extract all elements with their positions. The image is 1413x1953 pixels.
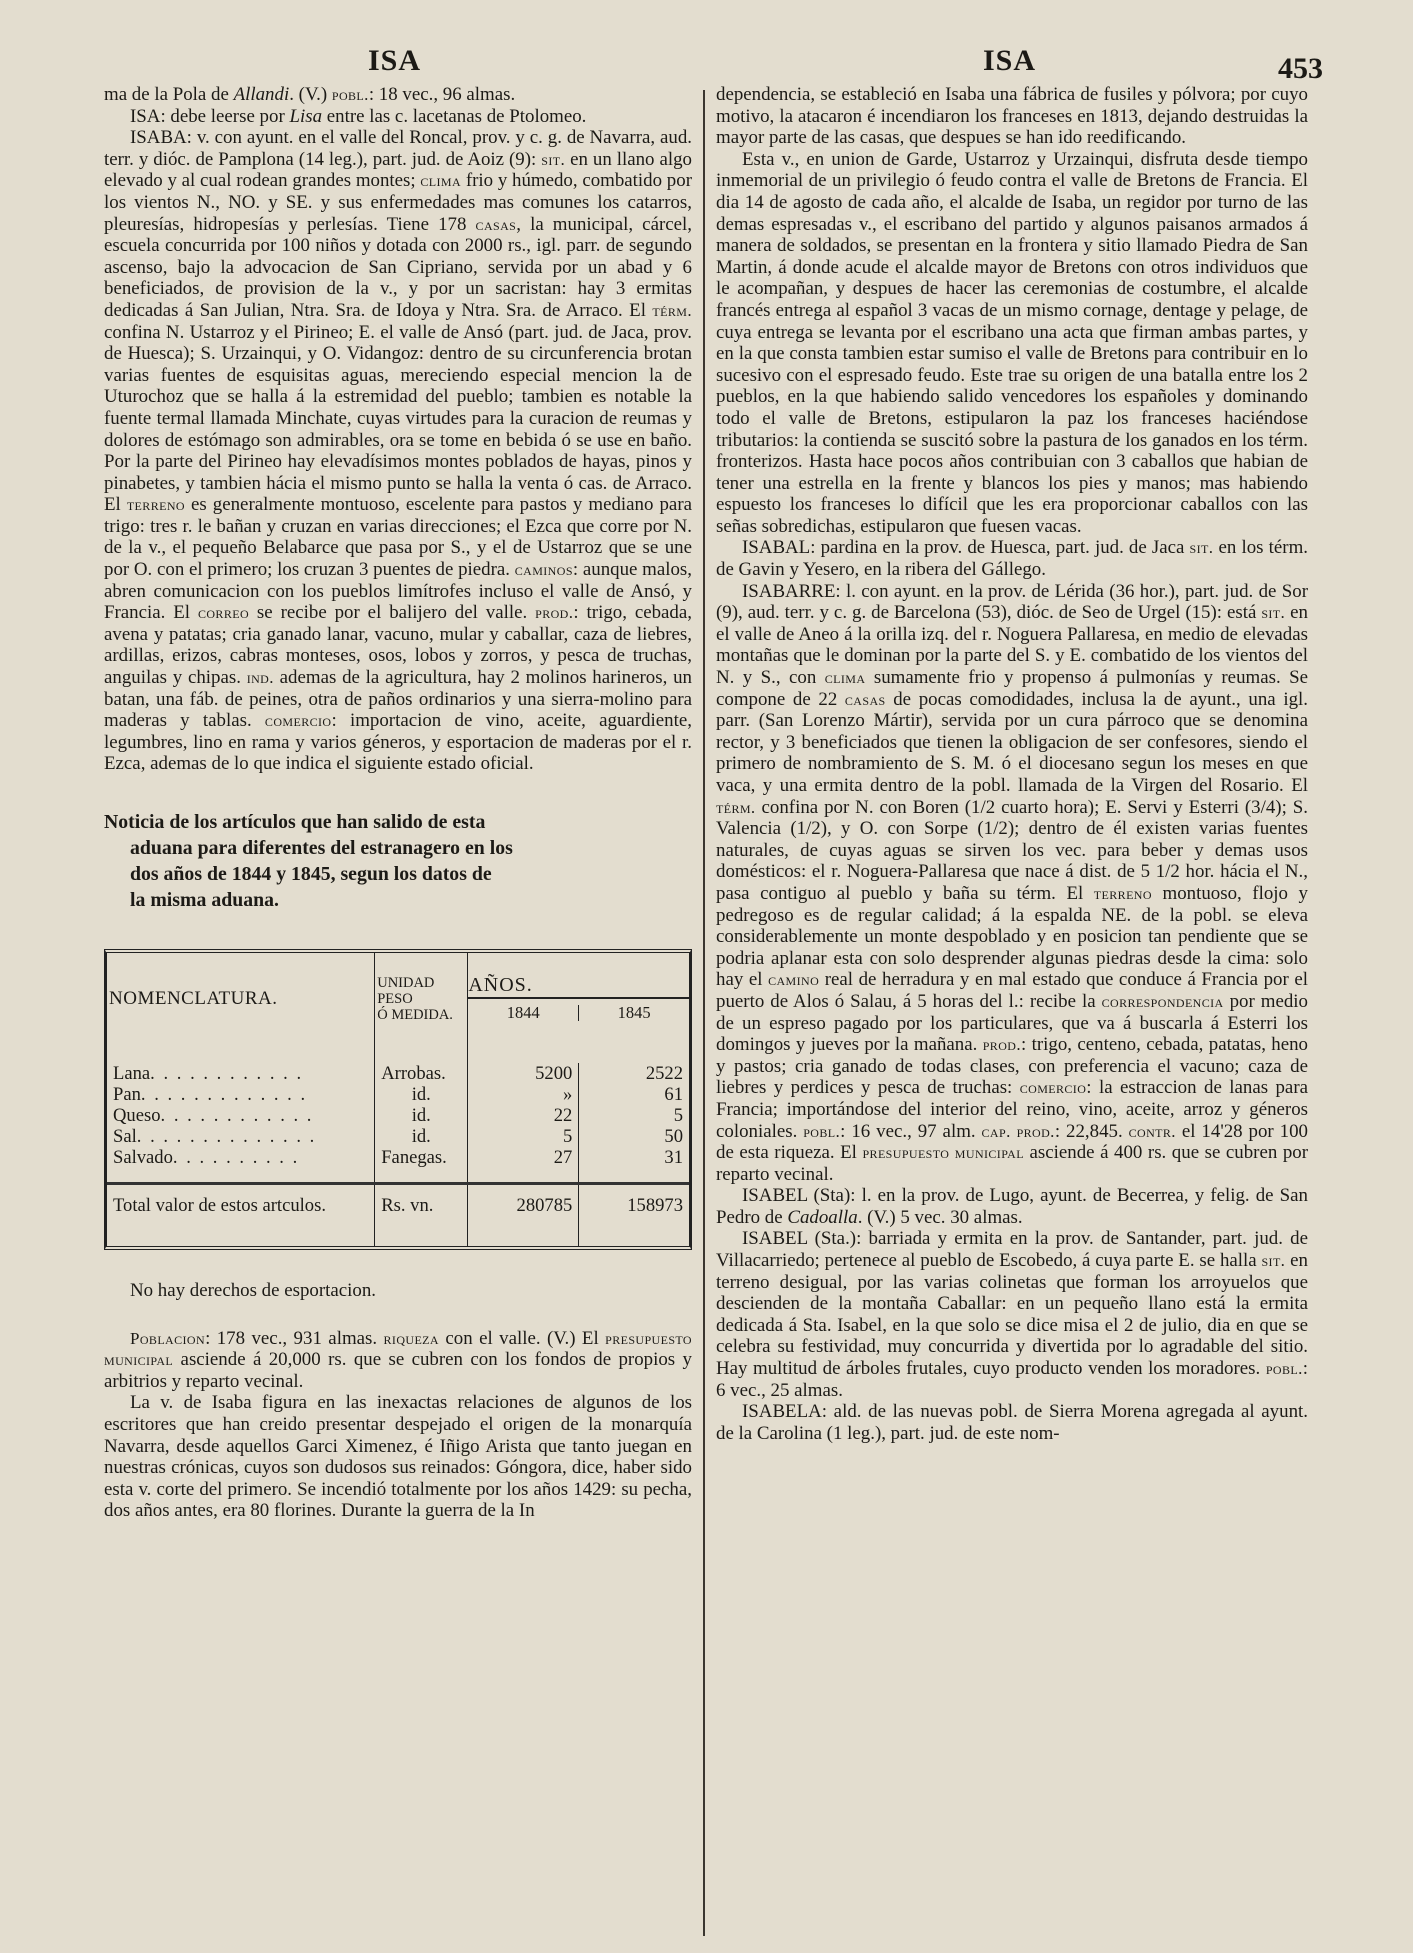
entry-isabel-santander: ISABEL (Sta.): barriada y ermita en la prov. de Santander, part. jud. de Villacarriedo; pertenece al pueblo de Escobedo, á cuya parte E. se halla sit. en terreno desigual, por las varias colinetas que forman los arroyuelos que descienden de la montaña Caballar: en un pequeño llano está la ermita dedicada á Sta. Isabel, en la que solo se dice misa el 2 de julio, dia en que se celebra su festividad, muy concurrida y divertida por lo agradable del sitio. Hay multitud de árboles frutales, cuyo producto venden los moradores. pobl.: 6 vec., 25 almas. bbox=[716, 1228, 1308, 1401]
entry-isaba: ISABA: v. con ayunt. en el valle del Roncal, prov. y c. g. de Navarra, aud. terr. y dióc. de Pamplona (14 leg.), part. jud. de Aoiz (9): sit. en un llano algo elevado y al cual rodean grandes montes; clima frio y húmedo, combatido por los vientos N., NO. y SE. y sus enfermedades mas comunes los catarros, pleuresías, hidropesías y perlesías. Tiene 178 casas, la municipal, cárcel, escuela concurrida por 100 niños y dotada con 2000 rs., igl. parr. de segundo ascenso, bajo la advocacion de San Cipriano, servida por un abad y 6 beneficiados, de provision de la v., y por un sacristan: hay 3 ermitas dedicadas á San Julian, Ntra. Sra. de Idoya y Ntra. Sra. de Arraco. El térm. confina N. Ustarroz y el Pirineo; E. el valle de Ansó (part. jud. de Jaca, prov. de Huesca); S. Urzainqui, y O. Vidangoz: dentro de su circunferencia brotan varias fuentes de esquisitas aguas, mereciendo especial mencion la de Uturochoz que se halla á la estremidad del pueblo; tambien es notable la fuente termal llamada Minchate, cuyas virtudes para la curacion de reumas y dolores de estómago son admirables, ora se tome en bebida ó se use en baño. Por la parte del Pirineo hay elevadísimos montes poblados de hayas, pinos y pinabetes, y tambien hácia el mismo punto se halla la venta ó cas. de Arraco. El terreno es generalmente montuoso, escelente para pastos y mediano para trigo: tres r. le bañan y cruzan en varias direcciones; el Ezca que corre por N. de la v., el pequeño Belabarce que pasa por S., y el de Ustarroz que se une por O. con el primero; los cruzan 3 puentes de piedra. caminos: aunque malos, abren comunicacion con los pueblos limítrofes incluso el valle de Ansó, y Francia. El correo se recibe por el balijero del valle. prod.: trigo, cebada, avena y patatas; cria ganado lanar, vacuno, mular y caballar, caza de liebres, ardillas, erizos, cabras monteses, osos, lobos y zorros, y pesca de truchas, anguilas y chipas. ind. ademas de la agricultura, hay 2 molinos harineros, un batan, una fáb. de peines, otra de paños ordinarios y una sierra-molino para maderas y tablas. comercio: importacion de vino, aceite, aguardiente, legumbres, lino en rama y varios géneros, y esportacion de maderas por el r. Ezca, ademas de lo que indica el siguiente estado oficial. bbox=[104, 127, 692, 775]
table-title: Noticia de los artículos que han salido de esta aduana para diferentes del estranagero en los dos años de 1844 y 1845, segun los datos de la misma aduana. bbox=[104, 811, 513, 911]
table-total-row: Total valor de estos artculos. Rs. vn. 280785 158973 bbox=[107, 1184, 689, 1247]
table-row: Queso. . . . . . . . . . . . id. 22 5 bbox=[107, 1105, 689, 1126]
year-1844: 1844 bbox=[506, 1003, 540, 1022]
entry-allandi: ma de la Pola de Allandi. (V.) pobl.: 18 vec., 96 almas. bbox=[104, 84, 516, 105]
customs-table bbox=[104, 949, 692, 1250]
entry-isabel-lugo: ISABEL (Sta): l. en la prov. de Lugo, ayunt. de Becerrea, y felig. de San Pedro de Cadoalla. (V.) 5 vec. 30 almas. bbox=[716, 1185, 1308, 1228]
table-separator bbox=[107, 1168, 689, 1184]
entry-isabarre: ISABARRE: l. con ayunt. en la prov. de Lérida (36 hor.), part. jud. de Sor (9), aud. terr. y c. g. de Barcelona (53), dióc. de Seo de Urgel (15): está sit. en el valle de Aneo á la orilla izq. del r. Noguera Pallaresa, en medio de elevadas montañas que le dominan por la parte del S. y E. combatido de los vientos del N. y S., con clima sumamente frio y propenso á pulmonías y reumas. Se compone de 22 casas de pocas comodidades, inclusa la de ayunt., una igl. parr. (San Lorenzo Mártir), servida por un cura párroco que se denomina rector, y 3 beneficiados que tienen la obligacion de ser confesores, siendo el primero de nombramiento de S. M. ó el diocesano segun los meses en que vaca, y una ermita dentro de la pobl. llamada de la Virgen del Rosario. El térm. confina por N. con Boren (1/2 cuarto hora); E. Servi y Esterri (3/4); S. Valencia (1/2), y O. con Sorpe (1/2); dentro de él existen varias fuentes naturales, de cuyas aguas se sirven los vec. para beber y demas usos domésticos: el r. Noguera-Pallaresa que nace á dist. de 5 1/2 hor. hácia el N., pasa contiguo al pueblo y baña su térm. El terreno montuoso, flojo y pedregoso es de regular calidad; á la espalda NE. de la pobl. se eleva considerablemente un monte despoblado y en posicion tan pendiente que se podria aplanar esta con solo desprender algunas piedras desde la cima: solo hay el camino real de herradura y en mal estado que conduce á Francia por el puerto de Alos ó Salau, á 5 horas del l.: recibe la correspondencia por medio de un espreso pagado por los particulares, que va á buscarla á Esterri los domingos y jueves por la mañana. prod.: trigo, centeno, cebada, patatas, heno y pastos; cria ganado de todas clases, con preferencia el vacuno; caza de liebres y perdices y pesca de truchas: comercio: la estraccion de lanas para Francia; importándose del interior del reino, vino, aceite, arroz y géneros coloniales. pobl.: 16 vec., 97 alm. cap. prod.: 22,845. contr. el 14'28 por 100 de esta riqueza. El presupuesto municipal asciende á 400 rs. que se cubren por reparto vecinal. bbox=[716, 580, 1309, 1185]
table-row: Pan. . . . . . . . . . . . . id. » 61 bbox=[107, 1084, 689, 1105]
isaba-continuation: dependencia, se estableció en Isaba una fábrica de fusiles y pólvora; por cuyo motivo, la atacaron é incendiaron los franceses en 1813, dejando destruidas la mayor parte de las casas, que despues se han ido reedificando. bbox=[716, 84, 1308, 149]
no-export-duties: No hay derechos de esportacion. bbox=[130, 1280, 377, 1301]
right-running-head: ISA bbox=[983, 44, 1037, 77]
col-unidad: UNIDAD PESO Ó MEDIDA. bbox=[375, 953, 468, 1063]
col-nomenclatura: NOMENCLATURA. bbox=[107, 953, 375, 1063]
poblacion-paragraph: Poblacion: 178 vec., 931 almas. riqueza con el valle. (V.) El presupuesto municipal asciende á 20,000 rs. que se cubren con los fondos de propios y arbitrios y reparto vecinal. bbox=[104, 1327, 692, 1392]
year-1845: 1845 bbox=[578, 1005, 689, 1021]
table-row: Salvado. . . . . . . . . . Fanegas. 27 31 bbox=[107, 1147, 689, 1168]
table-row: Lana. . . . . . . . . . . . Arrobas. 5200 2522 bbox=[107, 1063, 689, 1084]
entry-isabela: ISABELA: ald. de las nuevas pobl. de Sierra Morena agregada al ayunt. de la Carolina (1 leg.), part. jud. de este nom- bbox=[716, 1401, 1308, 1444]
bretons-tribute-paragraph: Esta v., en union de Garde, Ustarroz y Urzainqui, disfruta desde tiempo inmemorial de un privilegio ó feudo contra el valle de Bretons de Francia. El dia 14 de agosto de cada año, el alcalde de Isaba, un regidor por turno de las demas espresadas v., el escribano del partido y algunos paisanos armados á manera de soldados, se presentan en la frontera y sitio llamado Piedra de San Martin, á donde acude el alcalde mayor de Bretons con otros individuos que le acompañan, y despues de hacer las ceremonias de costumbre, el alcalde francés entrega al español 3 vacas de un mismo cornage, dentage y pelage, de cuya entrega se levanta por el escribano una acta que firman ambas partes, y en la que consta tambien estar sumiso el valle de Bretons para contribuir en lo sucesivo con el espresado feudo. Este trae su origen de una batalla entre los 2 pueblos, en la que habiendo salido vencedores los españoles y dominando todo el valle de Bretons, estipularon la paz los franceses haciéndose tributarios: la contienda se suscitó sobre la pastura de los ganados en los térm. fronterizos. Hasta hace pocos años contribuian con 3 caballos que habian de tener una estrella en la frente y blancos los pies y manos; mas habiendo espuesto los franceses lo difícil que les era proporcionar caballos con las señas sobredichas, estipularon que fuesen vacas. bbox=[716, 148, 1308, 537]
col-anos: AÑOS. 1844 1845 bbox=[468, 953, 689, 1063]
entry-isa: ISA: debe leerse por Lisa entre las c. lacetanas de Ptolomeo. bbox=[130, 105, 587, 127]
entry-isabal: ISABAL: pardina en la prov. de Huesca, part. jud. de Jaca sit. en los térm. de Gavin y Yesero, en la ribera del Gállego. bbox=[716, 537, 1308, 581]
left-column bbox=[104, 84, 692, 1522]
left-running-head: ISA bbox=[368, 44, 422, 77]
column-divider bbox=[703, 90, 705, 1936]
history-paragraph: La v. de Isaba figura en las inexactas relaciones de algunos de los escritores que han creido presentar despejado el origen de la monarquía Navarra, desde aquellos Garci Ximenez, é Iñigo Arista que tanto juegan en nuestras crónicas, cuyos son dudosos sus reinados: Góngora, dice, haber sido esta v. corte del primero. Se incendió totalmente por los años 1429: su pecha, dos años antes, era 80 florines. Durante la guerra de la In bbox=[104, 1392, 692, 1522]
right-column bbox=[716, 84, 1308, 1444]
table-row: Sal. . . . . . . . . . . . . . id. 5 50 bbox=[107, 1126, 689, 1147]
page-number: 453 bbox=[1278, 52, 1323, 85]
